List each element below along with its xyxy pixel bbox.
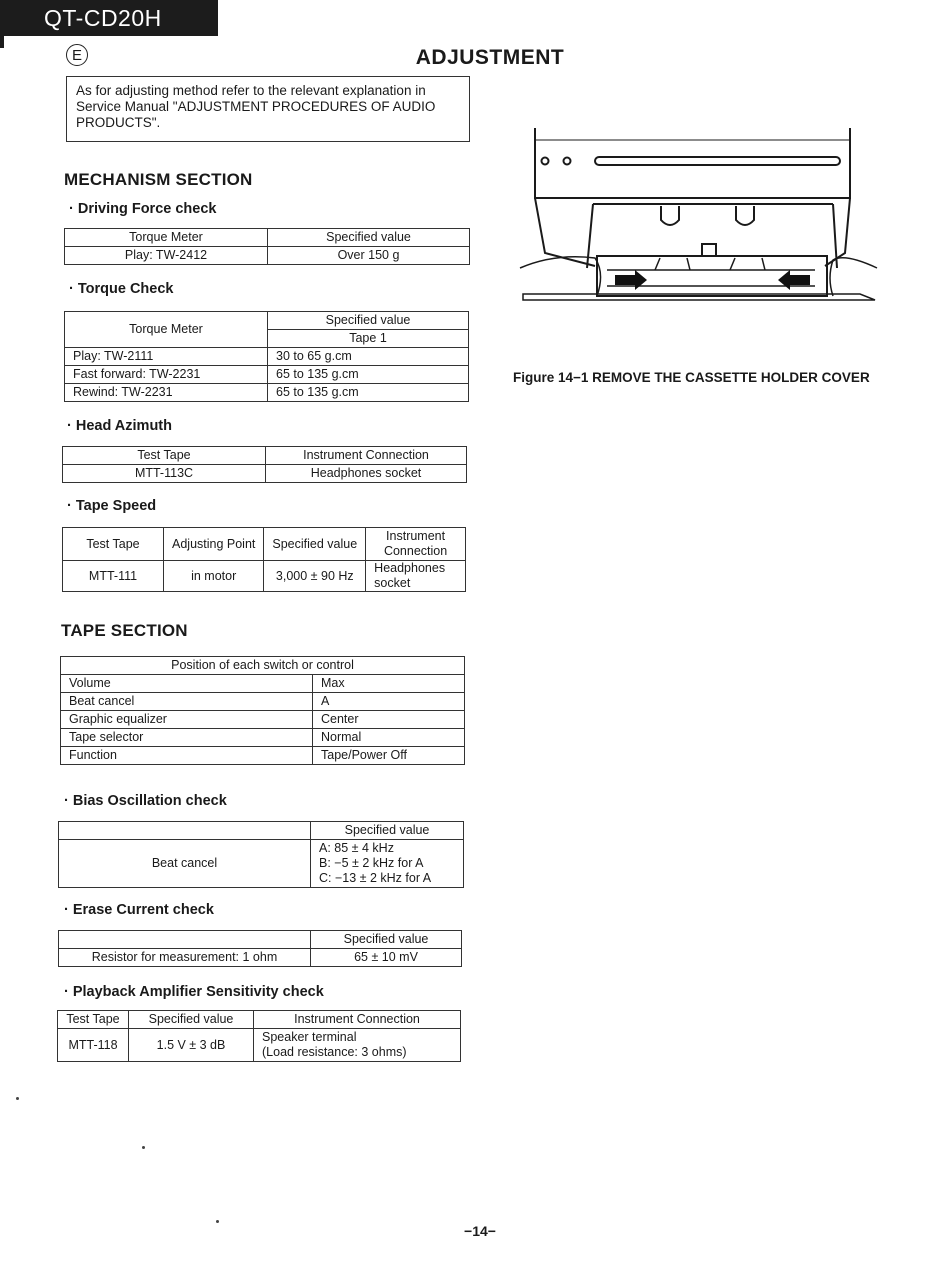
table-row bbox=[63, 528, 466, 561]
mechanism-heading: MECHANISM SECTION bbox=[64, 170, 253, 189]
table-cell: MTT-118 bbox=[58, 1029, 129, 1062]
erase-title: · Erase Current check bbox=[64, 902, 214, 918]
table-row bbox=[61, 747, 465, 765]
table-row bbox=[59, 949, 462, 967]
table-cell: Over 150 g bbox=[268, 247, 470, 265]
table-row bbox=[65, 348, 469, 366]
driving-force-title: · Driving Force check bbox=[69, 201, 217, 217]
table-cell: 65 to 135 g.cm bbox=[268, 384, 469, 402]
tape-speed-table bbox=[62, 527, 466, 592]
table-row bbox=[65, 247, 470, 265]
playback-table bbox=[57, 1010, 461, 1062]
table-cell: in motor bbox=[164, 561, 264, 592]
table-row bbox=[65, 384, 469, 402]
table-row bbox=[59, 931, 462, 949]
page-title: ADJUSTMENT bbox=[415, 46, 565, 69]
table-header: Instrument Connection bbox=[266, 447, 467, 465]
table-cell: 3,000 ± 90 Hz bbox=[264, 561, 366, 592]
table-row bbox=[65, 312, 469, 330]
table-row bbox=[63, 561, 466, 592]
table-row bbox=[58, 1011, 461, 1029]
table-row bbox=[63, 447, 467, 465]
head-azimuth-table bbox=[62, 446, 467, 483]
table-cell: MTT-111 bbox=[63, 561, 164, 592]
playback-title: · Playback Amplifier Sensitivity check bbox=[64, 984, 324, 1000]
table-cell: Tape/Power Off bbox=[313, 747, 465, 765]
bias-table bbox=[58, 821, 464, 888]
torque-title: · Torque Check bbox=[69, 281, 174, 297]
table-header: Test Tape bbox=[58, 1011, 129, 1029]
value-line: B: −5 ± 2 kHz for A bbox=[319, 856, 424, 870]
table-cell bbox=[366, 561, 466, 592]
table-row bbox=[61, 675, 465, 693]
table-header: Instrument Connection bbox=[254, 1011, 461, 1029]
cell-line: socket bbox=[374, 576, 411, 590]
table-cell: Normal bbox=[313, 729, 465, 747]
table-row bbox=[59, 822, 464, 840]
table-cell: MTT-113C bbox=[63, 465, 266, 483]
table-cell: Resistor for measurement: 1 ohm bbox=[59, 949, 311, 967]
table-cell: Function bbox=[61, 747, 313, 765]
reference-note: As for adjusting method refer to the relevant explanation in Service Manual "ADJUSTMENT PROCEDURES OF AUDIO PRODUCTS". bbox=[66, 76, 470, 142]
table-cell: Max bbox=[313, 675, 465, 693]
table-subheader: Tape 1 bbox=[268, 330, 469, 348]
value-line: A: 85 ± 4 kHz bbox=[319, 841, 394, 855]
table-row bbox=[63, 465, 467, 483]
table-header: Specified value bbox=[268, 229, 470, 247]
table-header: Test Tape bbox=[63, 528, 164, 561]
table-header: Torque Meter bbox=[65, 229, 268, 247]
table-header-empty bbox=[59, 931, 311, 949]
torque-table bbox=[64, 311, 469, 402]
table-cell: Tape selector bbox=[61, 729, 313, 747]
table-cell: Center bbox=[313, 711, 465, 729]
table-cell: 65 to 135 g.cm bbox=[268, 366, 469, 384]
table-cell: Graphic equalizer bbox=[61, 711, 313, 729]
header-line: Connection bbox=[383, 544, 448, 558]
table-row bbox=[65, 366, 469, 384]
head-azimuth-title: · Head Azimuth bbox=[67, 418, 172, 434]
table-cell: Volume bbox=[61, 675, 313, 693]
scan-speck bbox=[142, 1146, 145, 1149]
table-header: Specified value bbox=[129, 1011, 254, 1029]
table-header: Specified value bbox=[264, 528, 366, 561]
table-cell: Play: TW-2111 bbox=[65, 348, 268, 366]
table-cell: Fast forward: TW-2231 bbox=[65, 366, 268, 384]
cassette-holder-figure bbox=[515, 118, 885, 308]
table-header: Specified value bbox=[311, 822, 464, 840]
page-number: −14− bbox=[464, 1223, 496, 1239]
language-mark: E bbox=[66, 44, 88, 66]
table-cell: Rewind: TW-2231 bbox=[65, 384, 268, 402]
header-line: Instrument bbox=[386, 529, 446, 543]
table-cell: Beat cancel bbox=[59, 840, 311, 888]
table-header bbox=[366, 528, 466, 561]
scan-speck bbox=[216, 1220, 219, 1223]
table-header: Adjusting Point bbox=[164, 528, 264, 561]
table-row bbox=[61, 729, 465, 747]
cell-line: Headphones bbox=[374, 561, 446, 575]
tape-heading: TAPE SECTION bbox=[61, 621, 188, 640]
driving-force-table bbox=[64, 228, 470, 265]
scan-speck bbox=[16, 1097, 19, 1100]
cell-line: Speaker terminal bbox=[262, 1030, 357, 1044]
cell-line: (Load resistance: 3 ohms) bbox=[262, 1045, 407, 1059]
table-cell: 1.5 V ± 3 dB bbox=[129, 1029, 254, 1062]
table-header: Specified value bbox=[268, 312, 469, 330]
value-line: C: −13 ± 2 kHz for A bbox=[319, 871, 432, 885]
table-cell: Beat cancel bbox=[61, 693, 313, 711]
table-cell: A bbox=[313, 693, 465, 711]
table-cell bbox=[254, 1029, 461, 1062]
erase-table bbox=[58, 930, 462, 967]
table-row bbox=[61, 657, 465, 675]
table-cell: Play: TW-2412 bbox=[65, 247, 268, 265]
bias-title: · Bias Oscillation check bbox=[64, 793, 227, 809]
tape-speed-title: · Tape Speed bbox=[67, 498, 157, 514]
table-cell bbox=[311, 840, 464, 888]
table-header: Test Tape bbox=[63, 447, 266, 465]
table-header: Torque Meter bbox=[65, 312, 268, 348]
table-header: Position of each switch or control bbox=[61, 657, 465, 675]
table-row bbox=[65, 229, 470, 247]
table-row bbox=[61, 711, 465, 729]
table-header-empty bbox=[59, 822, 311, 840]
table-cell: 30 to 65 g.cm bbox=[268, 348, 469, 366]
table-cell: Headphones socket bbox=[266, 465, 467, 483]
figure-caption: Figure 14−1 REMOVE THE CASSETTE HOLDER COVER bbox=[513, 370, 870, 385]
model-label: QT-CD20H bbox=[0, 0, 218, 36]
header-rule bbox=[0, 36, 4, 48]
switch-position-table bbox=[60, 656, 465, 765]
table-row bbox=[58, 1029, 461, 1062]
table-row bbox=[61, 693, 465, 711]
table-cell: 65 ± 10 mV bbox=[311, 949, 462, 967]
table-row bbox=[59, 840, 464, 888]
table-header: Specified value bbox=[311, 931, 462, 949]
